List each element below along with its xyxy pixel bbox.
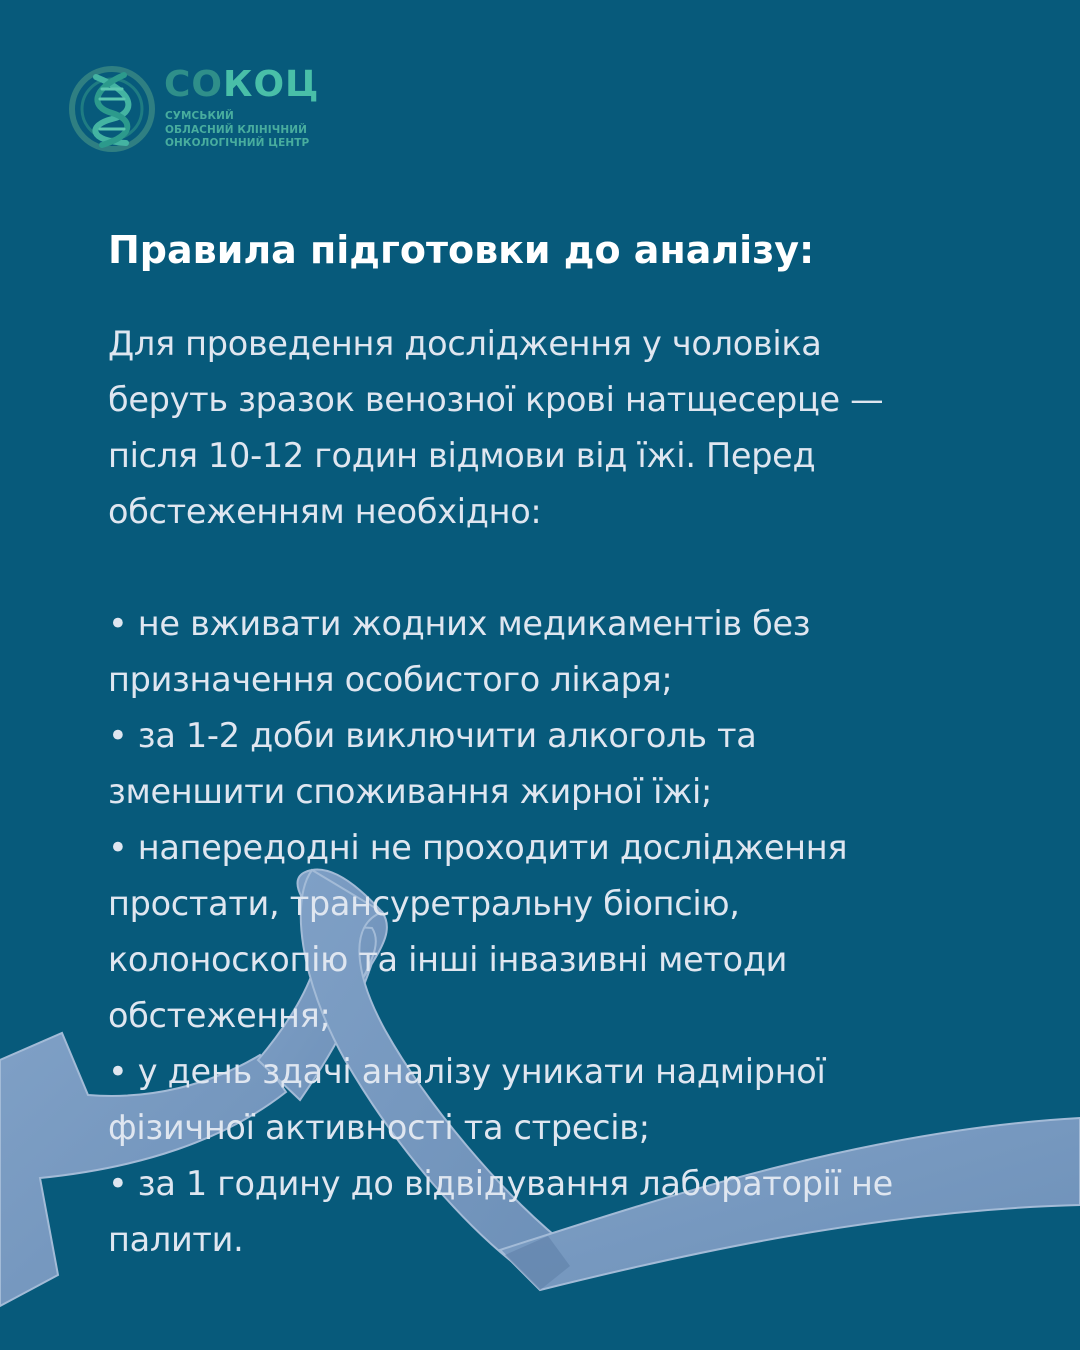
logo-title: СОКОЦ <box>164 64 320 105</box>
rule-line: • за 1 годину до відвідування лабораторії не <box>108 1164 893 1203</box>
dna-helix-icon <box>66 63 158 155</box>
intro-line: Для проведення дослідження у чоловіка <box>108 324 822 363</box>
rule-line: колоноскопію та інші інвазивні методи <box>108 940 788 979</box>
rule-line: призначення особистого лікаря; <box>108 660 673 699</box>
logo-subtitle-line: ОБЛАСНИЙ КЛІНІЧНИЙ <box>165 123 308 136</box>
rule-line: простати, трансуретральну біопсію, <box>108 884 740 923</box>
paragraph-gap <box>108 540 1038 596</box>
logo-subtitle <box>165 110 309 151</box>
rule-line: • не вживати жодних медикаментів без <box>108 604 811 643</box>
intro-line: після 10-12 годин відмови від їжі. Перед <box>108 436 816 475</box>
logo-subtitle-line: ОНКОЛОГІЧНИЙ ЦЕНТР <box>165 137 310 149</box>
logo <box>66 63 320 155</box>
intro-line: обстеженням необхідно: <box>108 492 542 531</box>
rule-line: обстеження; <box>108 996 331 1035</box>
body-text <box>108 316 1038 1268</box>
intro-line: беруть зразок венозної крові натщесерце — <box>108 380 884 419</box>
rule-line: зменшити споживання жирної їжі; <box>108 772 712 811</box>
page-heading: Правила підготовки до аналізу: <box>108 228 815 272</box>
rule-line: • напередодні не проходити дослідження <box>108 828 848 867</box>
rule-line: • у день здачі аналізу уникати надмірної <box>108 1052 826 1091</box>
rule-line: фізичної активності та стресів; <box>108 1108 650 1147</box>
logo-subtitle-line: СУМСЬКИЙ <box>165 110 234 122</box>
rule-line: палити. <box>108 1220 244 1259</box>
rule-line: • за 1-2 доби виключити алкоголь та <box>108 716 757 755</box>
